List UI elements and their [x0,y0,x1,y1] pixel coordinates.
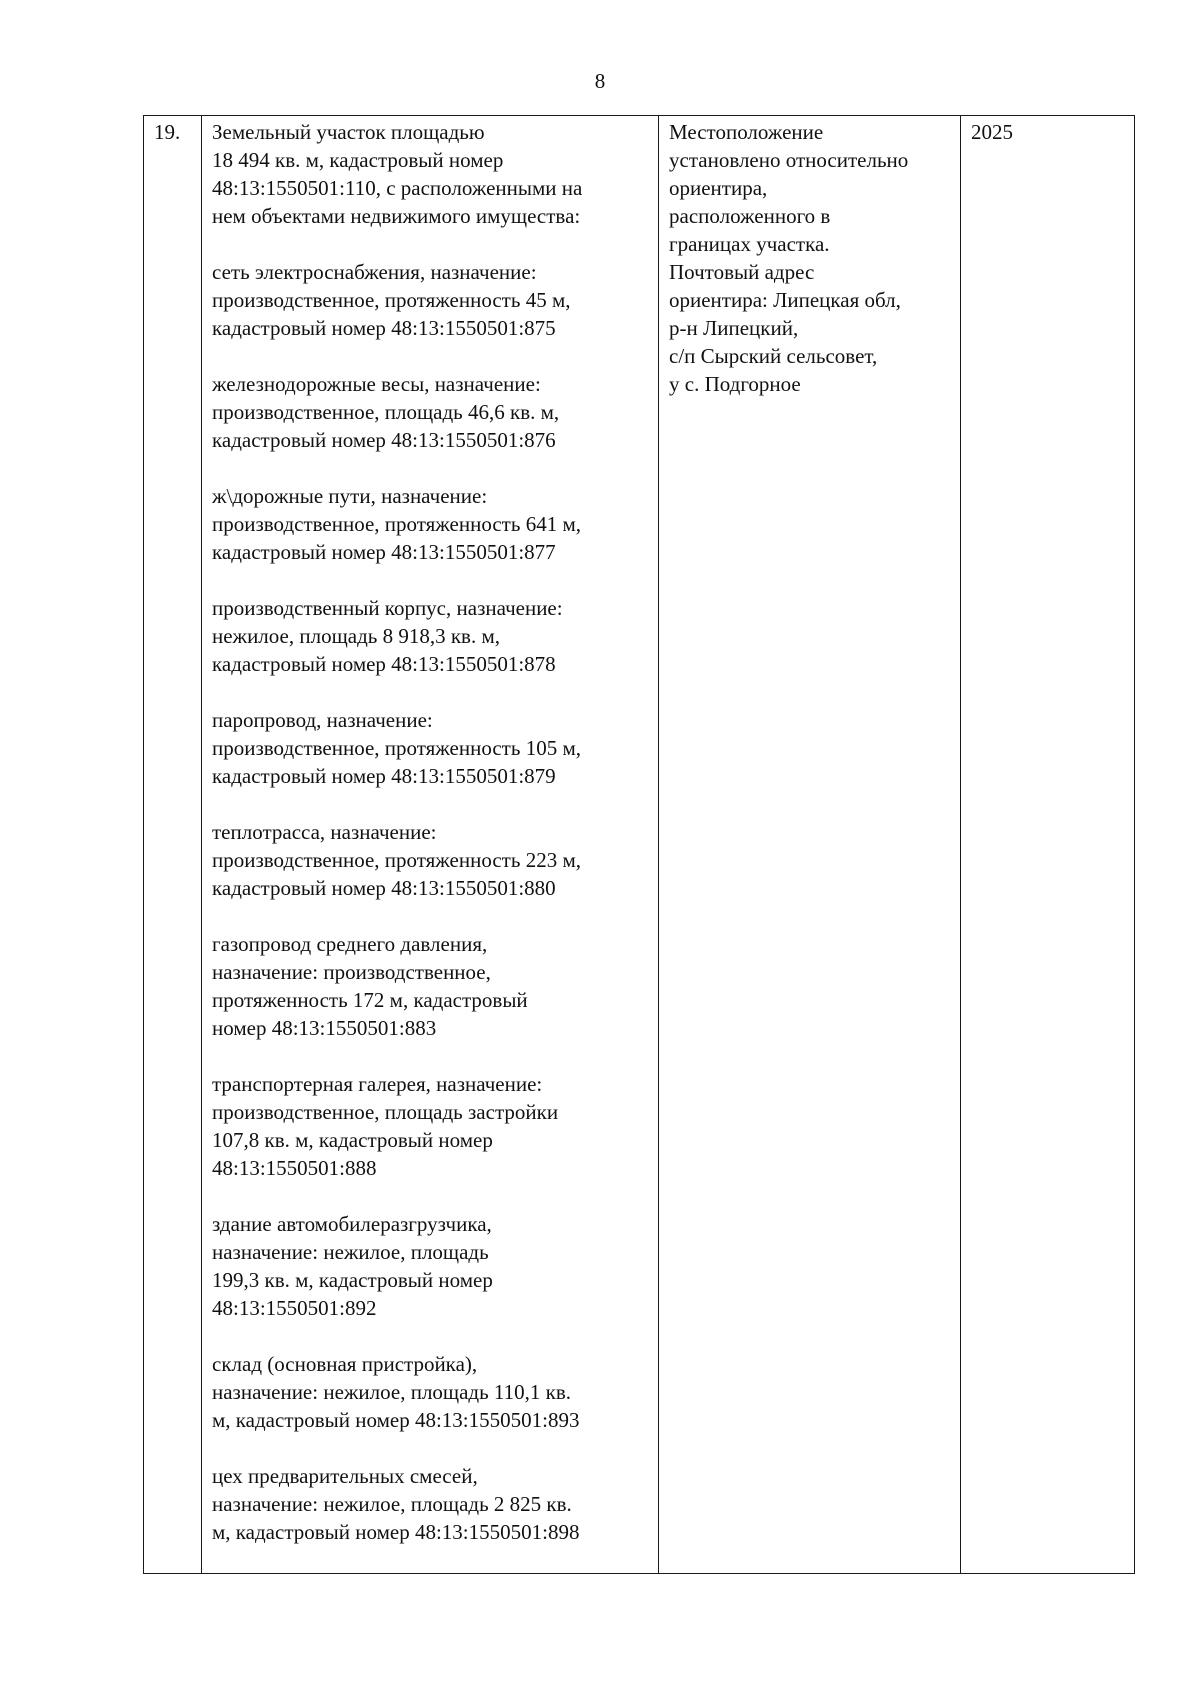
property-item-line: транспортерная галерея, назначение: [212,1072,543,1096]
property-item-line: производственное, протяженность 223 м, [212,848,581,872]
location-line: Местоположение [669,120,824,144]
property-item-line: кадастровый номер 48:13:1550501:880 [212,876,556,900]
property-item-line: ж\дорожные пути, назначение: [212,484,488,508]
property-item [212,1070,648,1182]
heading-line: 48:13:1550501:110, с расположенными на [212,176,583,200]
location-line: границах участка. [669,232,830,256]
property-item-line: кадастровый номер 48:13:1550501:879 [212,764,556,788]
property-item-line: м, кадастровый номер 48:13:1550501:898 [212,1520,580,1544]
entry-number: 19. [154,120,181,144]
property-item-line: производственное, площадь застройки [212,1100,559,1124]
property-item-line: назначение: производственное, [212,960,491,984]
property-item [212,706,648,790]
location-line: с/п Сырский сельсовет, [669,344,878,368]
property-item-line: сеть электроснабжения, назначение: [212,260,537,284]
property-item-line: кадастровый номер 48:13:1550501:878 [212,652,556,676]
property-item-line: паропровод, назначение: [212,708,433,732]
location-line: р-н Липецкий, [669,316,799,340]
location-line: ориентира: Липецкая обл, [669,288,901,312]
property-item-line: цех предварительных смесей, [212,1464,478,1488]
property-item-line: производственное, протяженность 641 м, [212,512,581,536]
property-item-line: теплотрасса, назначение: [212,820,437,844]
property-item [212,258,648,342]
property-item-line: производственный корпус, назначение: [212,596,563,620]
entry-year: 2025 [971,120,1013,144]
land-plot-heading [212,118,648,230]
table-row [144,116,1135,1574]
heading-line: нем объектами недвижимого имущества: [212,204,581,228]
property-item-line: номер 48:13:1550501:883 [212,1016,437,1040]
property-item-line: назначение: нежилое, площадь 2 825 кв. [212,1492,572,1516]
heading-line: 18 494 кв. м, кадастровый номер [212,148,504,172]
location-line: Почтовый адрес [669,260,815,284]
property-item [212,818,648,902]
entry-year-cell [961,116,1135,1574]
property-item-line: назначение: нежилое, площадь 110,1 кв. [212,1380,572,1404]
page-number: 8 [594,69,606,93]
property-item-line: железнодорожные весы, назначение: [212,372,541,396]
location-line: установлено относительно [669,148,909,172]
property-item [212,1462,648,1546]
property-item-line: производственное, протяженность 105 м, [212,736,581,760]
property-item-line: производственное, протяженность 45 м, [212,288,571,312]
heading-line: Земельный участок площадью [212,120,485,144]
property-item [212,482,648,566]
property-item [212,370,648,454]
entry-number-cell [144,116,202,1574]
property-item-line: м, кадастровый номер 48:13:1550501:893 [212,1408,580,1432]
property-item [212,1350,648,1434]
property-item-line: 199,3 кв. м, кадастровый номер [212,1268,493,1292]
property-item-line: 107,8 кв. м, кадастровый номер [212,1128,493,1152]
location-line: расположенного в [669,204,831,228]
property-item-line: склад (основная пристройка), [212,1352,478,1376]
location-line: ориентира, [669,176,768,200]
property-item [212,594,648,678]
property-item [212,1210,648,1322]
property-item-line: протяженность 172 м, кадастровый [212,988,528,1012]
property-item-line: назначение: нежилое, площадь [212,1240,489,1264]
entry-description-cell [202,116,659,1574]
property-item-line: кадастровый номер 48:13:1550501:877 [212,540,556,564]
property-item [212,930,648,1042]
property-item-line: здание автомобилеразгрузчика, [212,1212,492,1236]
property-item-line: кадастровый номер 48:13:1550501:875 [212,316,556,340]
property-item-line: производственное, площадь 46,6 кв. м, [212,400,560,424]
entry-location-cell [659,116,961,1574]
property-item-line: 48:13:1550501:888 [212,1156,377,1180]
property-item-line: газопровод среднего давления, [212,932,488,956]
property-item-line: 48:13:1550501:892 [212,1296,377,1320]
registry-table [143,115,1135,1574]
property-item-line: кадастровый номер 48:13:1550501:876 [212,428,556,452]
location-line: у с. Подгорное [669,372,801,396]
property-item-line: нежилое, площадь 8 918,3 кв. м, [212,624,500,648]
